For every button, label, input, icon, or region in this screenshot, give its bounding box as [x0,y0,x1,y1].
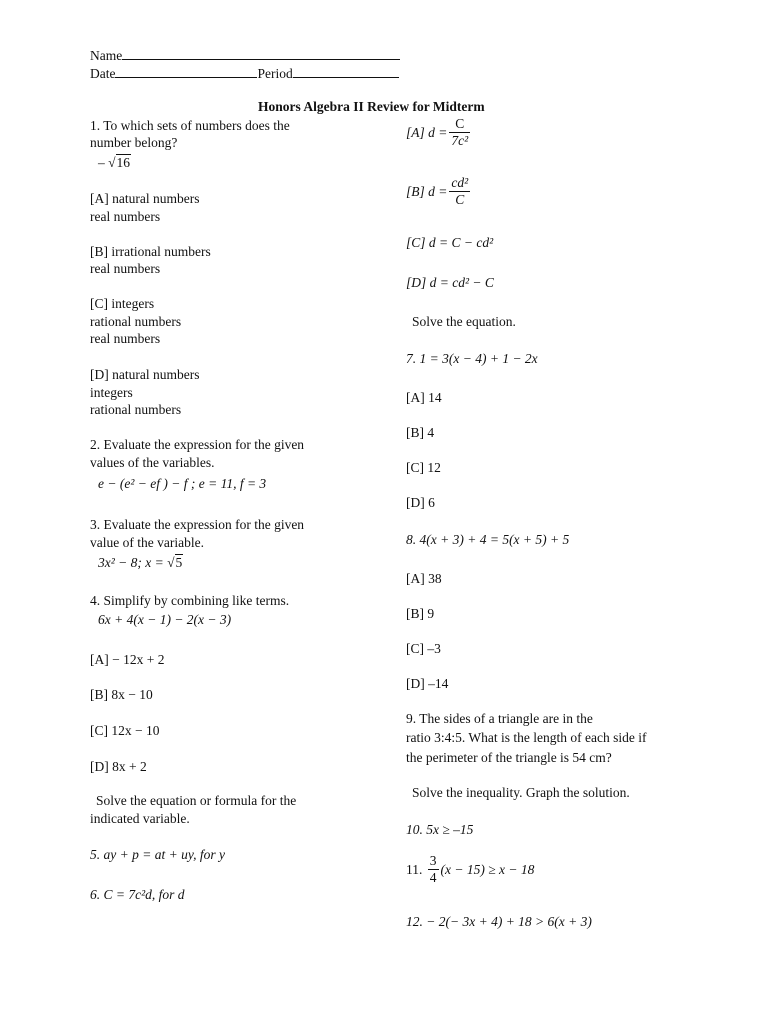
q8-text: 8. 4(x + 3) + 4 = 5(x + 5) + 5 [406,532,570,547]
q9-line1: 9. The sides of a triangle are in the [406,711,593,726]
q1-line2: number belong? [90,135,178,150]
period-blank[interactable] [293,64,399,78]
q7-choice-d[interactable]: [D] 6 [406,495,435,510]
q6-choice-b[interactable]: [B] d = $\frac{\text{cd²}}{C}$ [406,175,469,207]
q4-expression: 6x + 4(x − 1) − 2(x − 3) [98,612,232,627]
instruction-solve-formula-line2: indicated variable. [90,811,190,826]
q2-line2: values of the variables. [90,455,215,470]
q6-choice-c[interactable]: [C] d = C − cd² [406,235,494,250]
q3-expression: 3x² − 8; x = √5 [98,555,183,570]
square-root-icon: √16 [108,155,131,170]
q8-choice-b[interactable]: [B] 9 [406,606,435,621]
q1-line1: 1. To which sets of numbers does the [90,118,290,133]
name-line[interactable] [90,46,400,64]
q5-text: 5. ay + p = at + uy, for y [90,847,225,862]
q4-choice-c[interactable]: [C] 12x − 10 [90,723,160,738]
q8-choice-d[interactable]: [D] –14 [406,676,449,691]
q8-choice-a[interactable]: [A] 38 [406,571,442,586]
q3-line1: 3. Evaluate the expression for the given [90,517,305,532]
q1-choice-d-line3: rational numbers [90,402,182,417]
q2-expression: e − (e² − ef ) − f ; e = 11, f = 3 [98,476,267,491]
q1-expression: – √16 [98,155,131,170]
q4-choice-d[interactable]: [D] 8x + 2 [90,759,147,774]
q7-choice-c[interactable]: [C] 12 [406,460,441,475]
q1-choice-d-line2: integers [90,385,133,400]
q2-line1: 2. Evaluate the expression for the given [90,437,305,452]
q4-choice-a[interactable]: [A] − 12x + 2 [90,652,165,667]
q6-choice-a[interactable]: [A] d = $\frac{C}{\text{7c²}}$ [406,116,469,148]
q9-line3: the perimeter of the triangle is 54 cm? [406,750,612,765]
q4-line1: 4. Simplify by combining like terms. [90,593,290,608]
date-label: Date [90,66,116,81]
fraction: $\frac{C}{\text{7c²}}$ [451,116,469,148]
instruction-inequality: Solve the inequality. Graph the solution. [412,785,630,800]
q11-text: 11. $\frac{3}{4}$ (x − 15) ≥ x − 18 [406,853,535,885]
period-label: Period [257,66,293,81]
q7-choice-a[interactable]: [A] 14 [406,390,442,405]
q6-choice-d[interactable]: [D] d = cd² − C [406,275,494,290]
page-title: Honors Algebra II Review for Midterm [258,99,485,114]
fraction: $\frac{\text{cd²}}{C}$ [451,175,469,207]
q9-line2: ratio 3:4:5. What is the length of each side if [406,730,647,745]
q1-choice-c-line1[interactable]: [C] integers [90,296,155,311]
q1-choice-a-line2: real numbers [90,209,161,224]
q1-choice-d-line1[interactable]: [D] natural numbers [90,367,200,382]
square-root-icon: √5 [167,555,183,570]
q1-choice-c-line2: rational numbers [90,314,182,329]
q7-choice-b[interactable]: [B] 4 [406,425,435,440]
q1-choice-a-line1[interactable]: [A] natural numbers [90,191,200,206]
q10-text: 10. 5x ≥ –15 [406,822,474,837]
q1-choice-b-line2: real numbers [90,261,161,276]
q8-choice-c[interactable]: [C] –3 [406,641,441,656]
date-period-line[interactable] [90,64,399,82]
instruction-solve-formula-line1: Solve the equation or formula for the [96,793,297,808]
date-blank[interactable] [115,64,257,78]
q6-text: 6. C = 7c²d, for d [90,887,185,902]
fraction: $\frac{3}{4}$ [429,853,437,885]
q12-text: 12. − 2(− 3x + 4) + 18 > 6(x + 3) [406,914,592,929]
q4-choice-b[interactable]: [B] 8x − 10 [90,687,153,702]
q7-text: 7. 1 = 3(x − 4) + 1 − 2x [406,351,538,366]
name-blank[interactable] [122,46,400,60]
instruction-solve-equation: Solve the equation. [412,314,516,329]
q1-choice-b-line1[interactable]: [B] irrational numbers [90,244,211,259]
q1-choice-c-line3: real numbers [90,331,161,346]
name-label: Name [90,48,123,63]
q3-line2: value of the variable. [90,535,204,550]
